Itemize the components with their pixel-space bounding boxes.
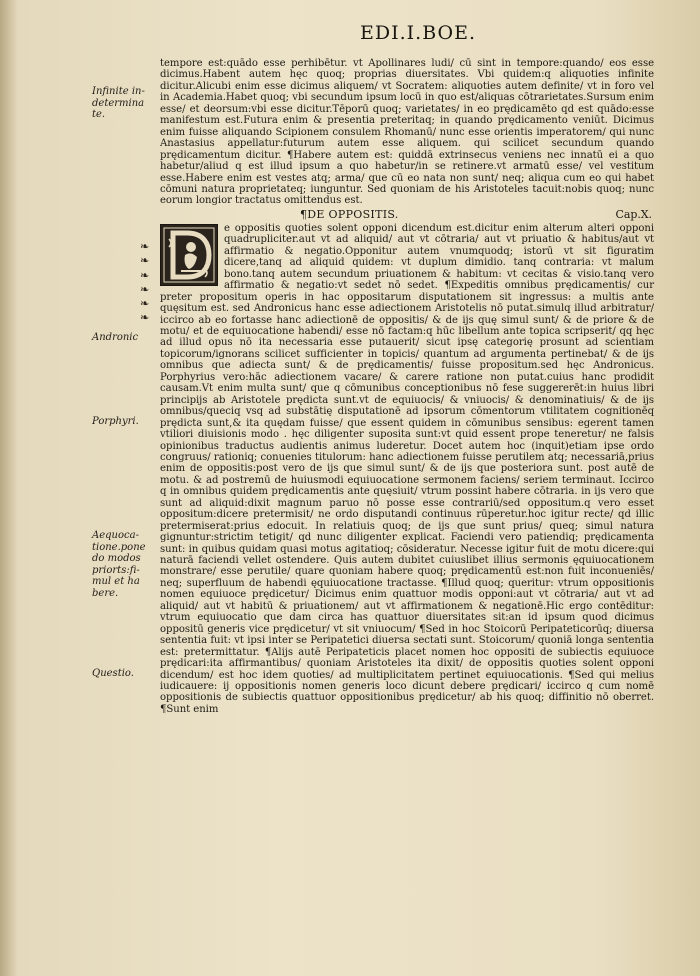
intro-paragraph: tempore est:quādo esse perhibētur. vt Apollinares ludi/ cū sint in tempore:quando/ eos esse dicimus.Habent autem hęc quoq; proprias diuersitates. Vbi quidem:q aliquoties infinite dicitur.Alicubi enim esse dicimus aliquem/ vt Socratem: aliquoties autem definite/ vt in foro vel in Academia.Habet quoq; vbi secundum ipsum locū in quo est/aliquas cōtrarietates.Sursum enim esse/ et deorsum:vbi esse dicitur.Tēporū quoq; varietates/ in eo prędicamēto qd est quādo:esse manifestum est.Futura enim & presentia preteritaq; in quando prędicamento veniūt. Dicimus enim fuisse aliquando Scipionem consulem Rhomanū/ nunc esse orientis imperatorem/ qui nunc Anastasius appellatur:futurum autem esse aliquem. qui scilicet secundum quando prędicamentum dicitur. ¶Habere autem est: quiddā extrinsecus veniens nec innatū ei a quo habetur/aliud q est illud ipsum a quo habetur/in se retinere.vt armatū esse/ vel vestitum esse.Habere enim est vestes atq; arma/ que cū eo nata non sunt/ neq; aliqua cum eo qui habet cōmuni natura proprietateq; iunguntur. Sed quoniam de his Aristoteles tacuit:nobis quoq; nunc eorum longior tractatus omittendus est. [160, 58, 654, 207]
chapter-heading [160, 208, 654, 222]
margin-note-porphyrius-text: Porphyri. [92, 416, 139, 427]
margin-note-andronicus [92, 332, 156, 344]
fleuron-icon: ❧ [140, 268, 150, 282]
fleuron-icon: ❧ [140, 240, 150, 253]
margin-note-infinite-text: Infinite in- determina te. [92, 86, 145, 120]
margin-note-aequivocatio-text: Aequoca- tione.pone do modos priorts:fi- mul et ha bere. [92, 530, 146, 599]
main-text-block [160, 58, 654, 715]
running-head: EDI.I.BOE. [360, 22, 476, 44]
chapter-title: ¶DE OPPOSITIS. [300, 207, 399, 221]
fleuron-icon: ❧ [140, 311, 150, 325]
margin-note-andronicus-text: Andronic [92, 332, 139, 343]
margin-note-infinite [92, 86, 156, 121]
margin-note-porphyrius [92, 416, 156, 428]
margin-note-questio [92, 668, 156, 680]
fleuron-icon: ❧ [140, 254, 150, 268]
main-paragraph: e oppositis quoties solent opponi dicendum est.dicitur enim alterum alteri opponi quadrupliciter.aut vt ad aliquid/ aut vt cōtraria/ aut vt priuatio & habitus/aut vt affirmatio & negatio.Opponitur autem vnumquodq; istorū vt sit figuratim dicere,tanq ad aliquid quidem: vt duplum dimidio. tanq contraria: vt malum bono.tanq autem secundum priuationem & habitum: vt cecitas & visio.tanq vero affirmatio & negatio:vt sedet nō sedet. ¶Expeditis omnibus prędicamentis/ cur preter propositum operis in hac oppositarum disputationem sit ingressus: a multis ante quęsitum est. sed Andronicus hanc esse adiectionem Aristotelis nō putat.simulq illud arbitratur/ iccirco ab eo fortasse hanc adiectionē de oppositis/ & de ijs quę simul sunt/ & de priore & de motu/ et de equiuocatione habendi/ esse nō factam:q hūc libellum ante topica scripserit/ qq hęc ad illud opus nō ita necessaria esse putauerit/ sicut ipsę categorię prosunt ad scientiam topicorum/ignorans scilicet sufficienter in topicis/ quantum ad argumenta pertinebat/ & de ijs omnibus que adiecta sunt/ & de prędicamentis/ fuisse propositum.sed hęc Andronicus. Porphyrius vero:hāc adiectionem vacare/ & carere ratione non putat.cuius hanc prodidit causam.Vt enim multa sunt/ que q cōmunibus conceptionibus nō fese suggererēt:in huius libri principijs ab Aristotele prędicta sunt.vt de equiuocis/ & vniuocis/ & denominatiuis/ & de ijs omnibus/queciq vsq ad substātię disputationē ad ipsorum cōmentorum vtilitatem cognitionēq prędicta sunt,& ita quędam fuisse/ que essent quidem in cōmunibus sensibus: egerent tamen vtiliori diuisionis modo . hęc diligenter suposita sunt:vt quid essent prope teneretur/ ne falsis opinionibus traductus audientis animus luderetur. Docet autem hoc (inquit)etiam ipse ordo congruus/ rationiq; conuenies titulorum: hanc adiectionem fuisse perutilem atq; necessariā,prius enim de oppositis:post vero de ijs que simul sunt/ & de ijs que posteriora sunt. post autē de motu. & ad postremū de huiusmodi equiuocatione sermonem faciens/ seriem terminaut. Iccirco q in omnibus quidem prędicamentis ante quęsiuit/ vtrum possint habere cōtraria. in ijs vero que sunt ad aliquid:dixit magnum paruo nō posse esse contrariū/sed oppositum.q vero esset oppositum:dicere pretermisit/ ne ordo disputandi continuus rūperetur.hoc igitur recte/ qd illic pretermiserat:prius edocuit. In relatiuis quoq; de ijs que sunt prius/ queq; simul natura gignuntur:strictim tetigit/ qd nunc diligenter explicat. Faciendi vero patiendiq; prędicamenta sunt: in quibus quidam quasi motus agitatioq; cōsideratur. Necesse igitur fuit de motu dicere:qui naturā faciendi vellet ostendere. Quis autem dubitet cuiuslibet illius sermonis ęquiuocationem monstrare/ esse perutile/ quare quoniam habere quoq; prędicamentū est:non fuit inconueniēs/ neq; superfluum de habendi ęquiuocatione tractasse. ¶Illud quoq; queritur: vtrum oppositionis nomen equiuoce prędicetur/ Dicimus enim quattuor modis opponi:aut vt cōtraria/ aut vt ad aliquid/ aut vt habitū & priuationem/ aut vt affirmationem & negationē.Hic ergo contēditur: vtrum equiuocatio que dam circa has quattuor diuersitates sit:an id ipsum quod dicimus oppositū generis vice prędicetur/ vt sit vniuocum/ ¶Sed in hoc Stoicorū Peripateticorūq; diuersa sententia fuit: vt ipsi inter se Peripatetici diuersa sectati sunt. Stoicorum/ quoniā longa sententia est: pretermittatur. ¶Alijs autē Peripateticis placet nomen hoc oppositi de subiectis equiuoce prędicari:ita affirmantibus/ quoniam Aristoteles ita dixit/ de oppositis quoties solent opponi dicendum/ est hoc idem quoties/ ad multiplicitatem pertinet equiuocationis. ¶Sed qui melius iudicauere: ij oppositionis nomen generis loco dicunt debere prędicari/ iccirco q cum nomē oppositionis de subiectis quattuor oppositionibus prędicetur/ ab his quoq; diffinitio nō oberret. ¶Sunt enim [160, 222, 654, 715]
margin-note-aequivocatio [92, 530, 156, 599]
decorated-initial-d-icon [160, 224, 218, 286]
fleuron-icon: ❧ [140, 282, 150, 296]
fleuron-column [140, 240, 154, 326]
margin-note-questio-text: Questio. [92, 668, 134, 679]
chapter-number: Cap.X. [615, 207, 652, 221]
fleuron-icon: ❧ [140, 297, 150, 311]
